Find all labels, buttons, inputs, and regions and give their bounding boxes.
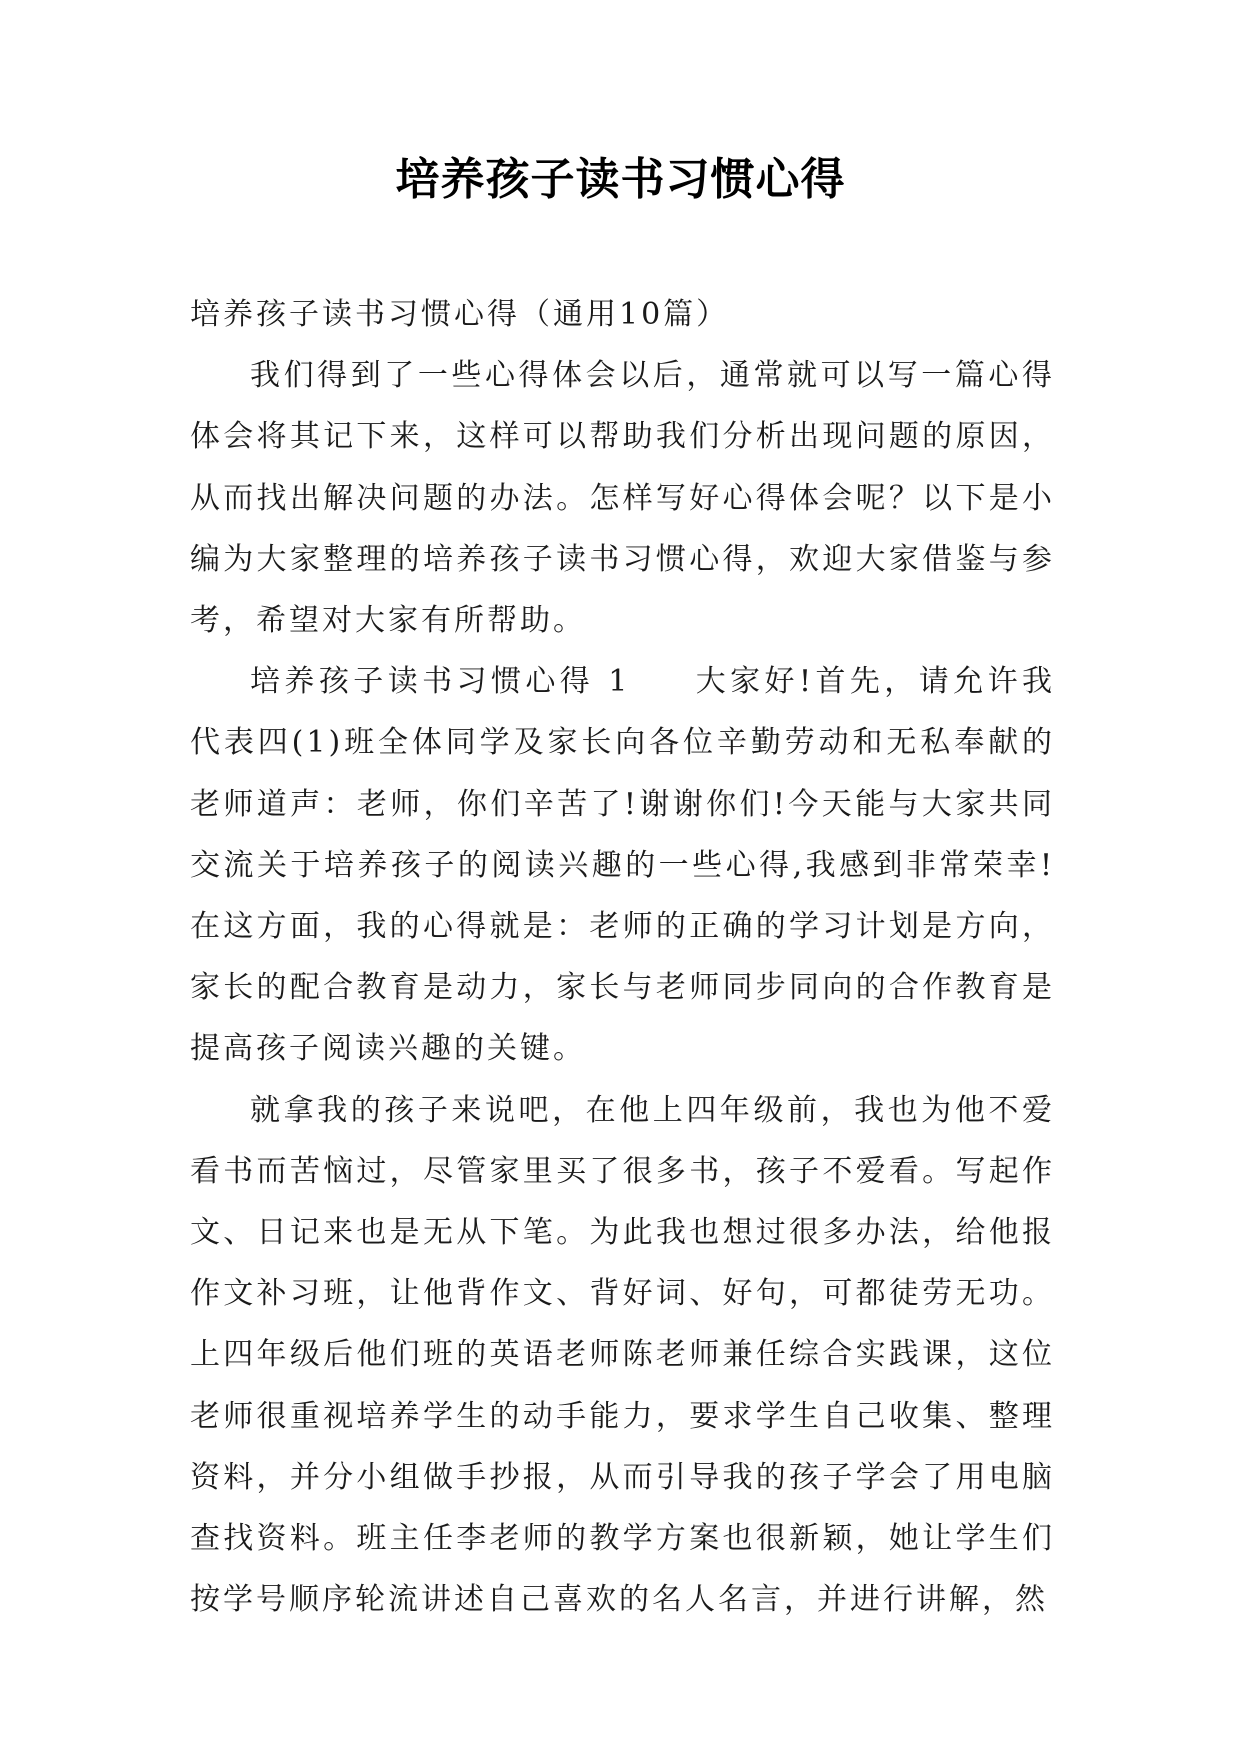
section-1-paragraph [190,651,1055,1079]
document-body [190,284,1055,1630]
body-paragraph-2: 就拿我的孩子来说吧，在他上四年级前，我也为他不爱看书而苦恼过，尽管家里买了很多书，孩子不爱看。写起作文、日记来也是无从下笔。为此我也想过很多办法，给他报作文补习班，让他背作文、背好词、好句，可都徒劳无功。上四年级后他们班的英语老师陈老师兼任综合实践课，这位老师很重视培养学生的动手能力，要求学生自己收集、整理资料，并分小组做手抄报，从而引导我的孩子学会了用电脑查找资料。班主任李老师的教学方案也很新颖，她让学生们按学号顺序轮流讲述自己喜欢的名人名言，并进行讲解，然 [190,1092,1055,1618]
section-1-text: 大家好!首先，请允许我代表四(1)班全体同学及家长向各位辛勤劳动和无私奉献的老师道声：老师，你们辛苦了!谢谢你们!今天能与大家共同交流关于培养孩子的阅读兴趣的一些心得,我感到非常荣幸!在这方面，我的心得就是：老师的正确的学习计划是方向，家长的配合教育是动力，家长与老师同步同向的合作教育是提高孩子阅读兴趣的关键。 [190,664,1055,1067]
document-title: 培养孩子读书习惯心得 [395,154,846,205]
document-subtitle: 培养孩子读书习惯心得（通用10篇） [190,297,730,332]
intro-paragraph: 我们得到了一些心得体会以后，通常就可以写一篇心得体会将其记下来，这样可以帮助我们分析出现问题的原因，从而找出解决问题的办法。怎样写好心得体会呢？以下是小编为大家整理的培养孩子读书习惯心得，欢迎大家借鉴与参考，希望对大家有所帮助。 [190,358,1055,639]
section-1-heading: 培养孩子读书习惯心得 1 [250,664,631,700]
